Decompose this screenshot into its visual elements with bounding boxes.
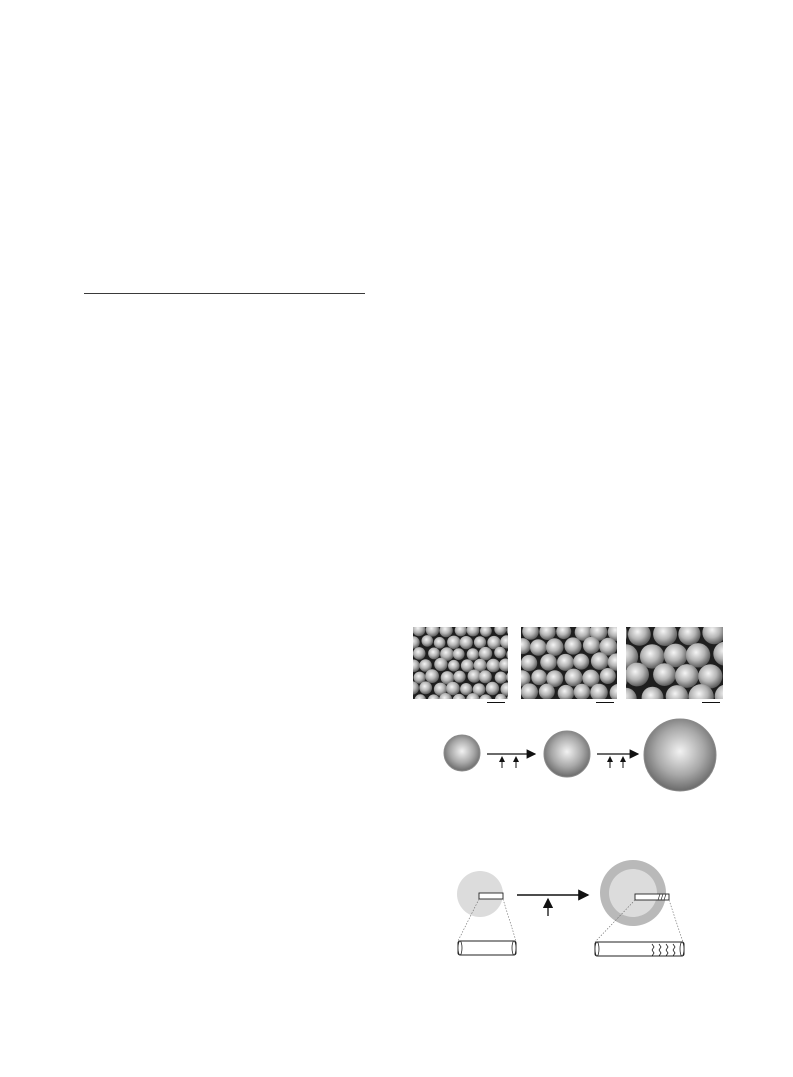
pore-process-arrow (517, 895, 588, 916)
growth-arrow-1 (487, 754, 535, 768)
shell-particle-with-functionalized-channel (595, 860, 684, 956)
core-particle-with-channel (457, 871, 516, 955)
growth-stage-small-sphere (444, 735, 480, 771)
growth-stage-medium-sphere (544, 731, 590, 777)
growth-arrow-2 (597, 754, 638, 768)
growth-stage-large-sphere (644, 719, 716, 791)
